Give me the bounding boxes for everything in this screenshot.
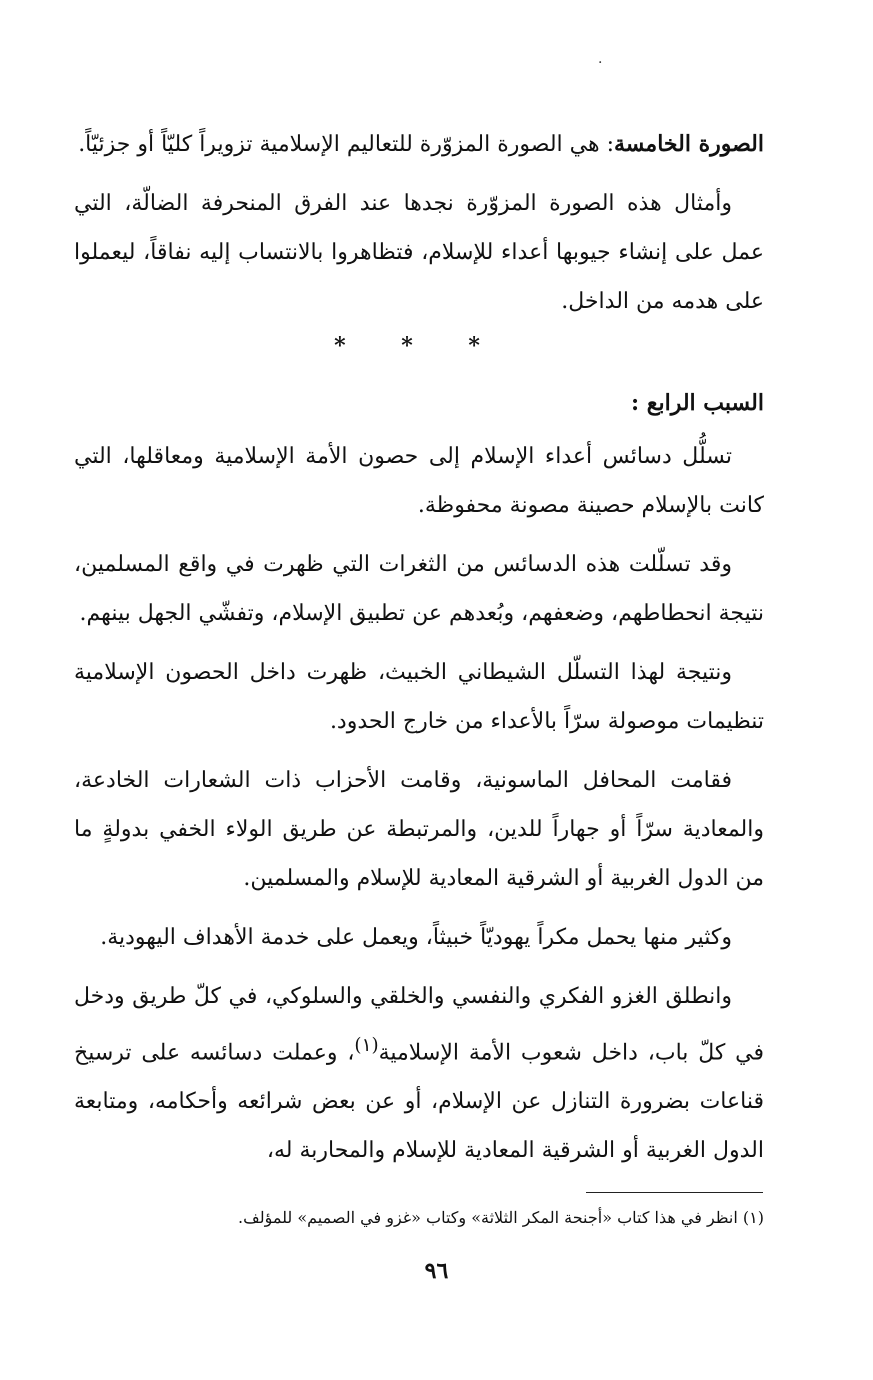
section-separator: * * * bbox=[334, 333, 504, 359]
page-speck: · bbox=[598, 55, 603, 71]
paragraph-lead: الصورة الخامسة bbox=[614, 131, 764, 157]
paragraph-text-after-ref: ، وعملت دسائسه على ترسيخ قناعات بضرورة التنازل عن الإسلام، أو عن بعض شرائعه وأحكامه، ومتابعة الدول الغربية أو الشرقية المعادية للإسلام والمحاربة له، bbox=[74, 1040, 764, 1164]
footnote: (١) انظر في هذا كتاب «أجنحة المكر الثلاثة» وكتاب «غزو في الصميم» للمؤلف. bbox=[238, 1208, 764, 1227]
footnote-divider bbox=[586, 1192, 763, 1193]
paragraph-fifth-image bbox=[74, 120, 764, 169]
section-heading: السبب الرابع : bbox=[630, 390, 764, 416]
paragraph-text: : هي الصورة المزوّرة للتعاليم الإسلامية تزويراً كليّاً أو جزئيّاً. bbox=[78, 132, 614, 157]
page-number: ٩٦ bbox=[424, 1258, 449, 1284]
paragraph-sects: وأمثال هذه الصورة المزوّرة نجدها عند الفرق المنحرفة الضالّة، التي عمل على إنشاء جيوبها أعداء للإسلام، فتظاهروا بالانتساب إليه نفاقاً، ليعملوا على هدمه من الداخل. bbox=[74, 191, 764, 314]
main-text bbox=[74, 120, 764, 1185]
paragraph-infiltration: تسلُّل دسائس أعداء الإسلام إلى حصون الأمة الإسلامية ومعاقلها، التي كانت بالإسلام حصينة مصونة محفوظة. bbox=[74, 444, 764, 518]
paragraph-text-before-ref: وانطلق الغزو الفكري والنفسي والخلقي والسلوكي، في كلّ طريق ودخل في كلّ باب، داخل شعوب الأمة الإسلامية bbox=[74, 984, 764, 1066]
paragraph-invasion bbox=[74, 972, 764, 1175]
footnote-reference: (١) bbox=[354, 1035, 379, 1056]
paragraph-masonic: فقامت المحافل الماسونية، وقامت الأحزاب ذات الشعارات الخادعة، والمعادية سرّاً أو جهاراً للدين، والمرتبطة عن طريق الولاء الخفي بدولةٍ ما من الدول الغربية أو الشرقية المعادية للإسلام والمسلمين. bbox=[74, 768, 764, 891]
paragraph-jewish-goals: وكثير منها يحمل مكراً يهوديّاً خبيثاً، ويعمل على خدمة الأهداف اليهودية. bbox=[100, 925, 732, 950]
paragraph-gaps: وقد تسلّلت هذه الدسائس من الثغرات التي ظهرت في واقع المسلمين، نتيجة انحطاطهم، وضعفهم، وبُعدهم عن تطبيق الإسلام، وتفشّي الجهل بينهم. bbox=[74, 552, 764, 626]
paragraph-organizations: ونتيجة لهذا التسلّل الشيطاني الخبيث، ظهرت داخل الحصون الإسلامية تنظيمات موصولة سرّاً بالأعداء من خارج الحدود. bbox=[74, 660, 764, 734]
